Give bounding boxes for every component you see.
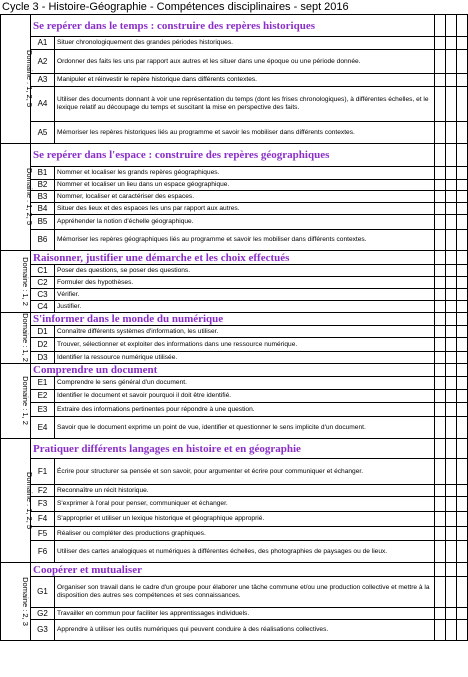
check-cell[interactable] [435,563,446,577]
check-cell[interactable] [457,577,468,608]
competence-row [1,577,468,608]
section-title-row [1,364,468,377]
competence-code: D2 [31,338,55,352]
competence-code: B4 [31,203,55,215]
check-cell[interactable] [457,541,468,563]
check-cell[interactable] [435,417,446,439]
domain-text: Domaine : 1, 2, 5 [25,168,35,226]
check-cell[interactable] [457,313,468,326]
competence-text: Appréhender la notion d'échelle géographique. [55,215,435,230]
domain-text: Domaine : 1, 2 [20,376,30,426]
check-cell[interactable] [435,459,446,485]
check-cell[interactable] [446,277,457,289]
check-cell[interactable] [435,313,446,326]
check-cell[interactable] [446,122,457,144]
check-cell[interactable] [457,377,468,390]
check-cell[interactable] [457,352,468,364]
section-title-row [1,313,468,326]
domain-label [1,313,31,364]
check-cell[interactable] [435,122,446,144]
check-cell[interactable] [446,403,457,417]
check-cell[interactable] [457,301,468,313]
competence-text: Formuler des hypothèses. [55,277,435,289]
check-cell[interactable] [446,497,457,512]
section-title-row [1,563,468,577]
check-cell[interactable] [435,251,446,265]
check-cell[interactable] [435,203,446,215]
competence-code: B3 [31,191,55,203]
domain-label [1,364,31,439]
check-cell[interactable] [457,497,468,512]
page-title: Cycle 3 - Histoire-Géographie - Compétences disciplinaires - sept 2016 [2,1,349,13]
check-cell[interactable] [446,180,457,191]
competence-row [1,289,468,301]
check-cell[interactable] [457,608,468,620]
check-cell[interactable] [446,377,457,390]
domain-text: Domaine : 1, 2, 5 [25,471,35,529]
competence-text: Mémoriser les repères historiques liés au programme et savoir les mobiliser dans différents contextes. [55,122,435,144]
competence-row [1,497,468,512]
section-title: Se repérer dans le temps : construire des repères historiques [31,15,435,37]
section-title-row [1,439,468,459]
competence-code: E2 [31,390,55,403]
competence-text: Manipuler et réinvestir le repère historique dans différents contextes. [55,74,435,87]
check-cell[interactable] [435,364,446,377]
check-cell[interactable] [457,277,468,289]
competence-row [1,180,468,191]
section-title: Coopérer et mutualiser [31,563,435,577]
check-cell[interactable] [457,167,468,180]
competence-code: G1 [31,577,55,608]
check-cell[interactable] [457,203,468,215]
check-cell[interactable] [435,512,446,527]
competence-code: B1 [31,167,55,180]
check-cell[interactable] [446,289,457,301]
competence-row [1,608,468,620]
competence-row [1,541,468,563]
competence-text: Organiser son travail dans le cadre d'un groupe pour élaborer une tâche commune et/ou une production collective et mettre à la disposition des autres ses compétences et ses connaissances. [55,577,435,608]
competence-text: Trouver, sélectionner et exploiter des informations dans une ressource numérique. [55,338,435,352]
check-cell[interactable] [446,364,457,377]
competence-code: E3 [31,403,55,417]
check-cell[interactable] [457,563,468,577]
check-cell[interactable] [435,497,446,512]
section-title-row [1,251,468,265]
competence-code: F5 [31,527,55,541]
competence-code: B6 [31,230,55,251]
competence-row [1,191,468,203]
check-cell[interactable] [457,265,468,277]
competence-text: Situer des lieux et des espaces les uns par rapport aux autres. [55,203,435,215]
competence-code: A2 [31,50,55,74]
check-cell[interactable] [457,403,468,417]
competence-code: F2 [31,485,55,497]
competence-row [1,417,468,439]
competence-row [1,390,468,403]
domain-label [1,439,35,563]
check-cell[interactable] [435,277,446,289]
check-cell[interactable] [446,563,457,577]
competence-code: A1 [31,37,55,50]
check-cell[interactable] [435,541,446,563]
domain-text: Domaine : 1, 2 [20,313,30,363]
domain-label [1,251,31,313]
check-cell[interactable] [435,74,446,87]
check-cell[interactable] [457,527,468,541]
check-cell[interactable] [457,230,468,251]
check-cell[interactable] [457,191,468,203]
competence-code: G2 [31,608,55,620]
competence-text: Apprendre à utiliser les outils numériques qui peuvent conduire à des réalisations collectives. [55,620,435,641]
competence-text: Réaliser ou compléter des productions graphiques. [55,527,435,541]
section-title: S'informer dans le monde du numérique [31,313,435,326]
competence-text: S'approprier et utiliser un lexique historique et géographique approprié. [55,512,435,527]
check-cell[interactable] [457,74,468,87]
check-cell[interactable] [457,390,468,403]
competence-row [1,301,468,313]
competence-row [1,485,468,497]
check-cell[interactable] [446,251,457,265]
competence-text: Poser des questions, se poser des questions. [55,265,435,277]
check-cell[interactable] [457,417,468,439]
competence-row [1,122,468,144]
section-title-row [1,15,468,37]
check-cell[interactable] [446,459,457,485]
competence-row [1,37,468,50]
competence-row [1,230,468,251]
check-cell[interactable] [435,326,446,338]
competence-row [1,352,468,364]
check-cell[interactable] [435,50,446,74]
competence-code: F6 [31,541,55,563]
competence-row [1,338,468,352]
check-cell[interactable] [457,512,468,527]
check-cell[interactable] [435,144,446,167]
check-cell[interactable] [457,15,468,37]
check-cell[interactable] [446,37,457,50]
check-cell[interactable] [446,620,457,641]
check-cell[interactable] [435,180,446,191]
check-cell[interactable] [435,403,446,417]
competence-text: Identifier le document et savoir pourquoi il doit être identifié. [55,390,435,403]
competence-row [1,326,468,338]
check-cell[interactable] [435,338,446,352]
check-cell[interactable] [457,215,468,230]
competence-code: C4 [31,301,55,313]
check-cell[interactable] [435,439,446,459]
competence-row [1,512,468,527]
check-cell[interactable] [446,230,457,251]
check-cell[interactable] [457,144,468,167]
check-cell[interactable] [435,289,446,301]
check-cell[interactable] [435,377,446,390]
check-cell[interactable] [446,527,457,541]
check-cell[interactable] [457,37,468,50]
check-cell[interactable] [446,301,457,313]
check-cell[interactable] [457,87,468,122]
competence-row [1,215,468,230]
check-cell[interactable] [457,364,468,377]
check-cell[interactable] [446,417,457,439]
competence-code: A3 [31,74,55,87]
check-cell[interactable] [446,144,457,167]
competence-row [1,277,468,289]
check-cell[interactable] [457,439,468,459]
competence-text: Utiliser des cartes analogiques et numériques à différentes échelles, des photographies de paysages ou de lieux. [55,541,435,563]
competence-code: E4 [31,417,55,439]
check-cell[interactable] [435,37,446,50]
section-title: Pratiquer différents langages en histoire et en géographie [31,439,435,459]
competence-code: C2 [31,277,55,289]
competence-code: E1 [31,377,55,390]
competence-row [1,527,468,541]
competence-text: Travailler en commun pour faciliter les apprentissages individuels. [55,608,435,620]
competence-code: A5 [31,122,55,144]
competence-text: Extraire des informations pertinentes pour répondre à une question. [55,403,435,417]
section-title: Comprendre un document [31,364,435,377]
check-cell[interactable] [446,203,457,215]
check-cell[interactable] [446,50,457,74]
competence-row [1,203,468,215]
check-cell[interactable] [446,313,457,326]
domain-label [1,144,35,251]
competence-text: Mémoriser les repères géographiques liés au programme et savoir les mobiliser dans différents contextes. [55,230,435,251]
check-cell[interactable] [446,541,457,563]
check-cell[interactable] [446,74,457,87]
competence-text: Nommer et localiser un lieu dans un espace géographique. [55,180,435,191]
competence-text: Situer chronologiquement des grandes périodes historiques. [55,37,435,50]
competence-row [1,74,468,87]
check-cell[interactable] [435,265,446,277]
competence-code: D3 [31,352,55,364]
competence-row [1,620,468,641]
competence-row [1,265,468,277]
check-cell[interactable] [446,265,457,277]
check-cell[interactable] [446,352,457,364]
check-cell[interactable] [435,301,446,313]
check-cell[interactable] [435,620,446,641]
competence-code: C1 [31,265,55,277]
section-title: Se repérer dans l'espace : construire des repères géographiques [31,144,435,167]
check-cell[interactable] [446,167,457,180]
competence-code: C3 [31,289,55,301]
check-cell[interactable] [457,180,468,191]
competence-code: B2 [31,180,55,191]
check-cell[interactable] [446,485,457,497]
check-cell[interactable] [435,352,446,364]
check-cell[interactable] [457,459,468,485]
competence-text: Vérifier. [55,289,435,301]
check-cell[interactable] [457,50,468,74]
competence-text: Ordonner des faits les uns par rapport aux autres et les situer dans une époque ou une période donnée. [55,50,435,74]
competence-code: B5 [31,215,55,230]
competence-row [1,50,468,74]
competence-code: D1 [31,326,55,338]
check-cell[interactable] [435,191,446,203]
check-cell[interactable] [446,15,457,37]
check-cell[interactable] [435,15,446,37]
competence-text: Comprendre le sens général d'un document. [55,377,435,390]
check-cell[interactable] [435,485,446,497]
check-cell[interactable] [457,338,468,352]
competence-text: Nommer, localiser et caractériser des espaces. [55,191,435,203]
competence-code: F3 [31,497,55,512]
check-cell[interactable] [457,620,468,641]
check-cell[interactable] [457,485,468,497]
check-cell[interactable] [446,326,457,338]
check-cell[interactable] [446,439,457,459]
domain-text: Domaine : 2, 3 [20,576,30,626]
check-cell[interactable] [435,167,446,180]
competence-code: G3 [31,620,55,641]
competence-text: Nommer et localiser les grands repères géographiques. [55,167,435,180]
competence-text: Écrire pour structurer sa pensée et son savoir, pour argumenter et écrire pour communiquer et échanger. [55,459,435,485]
check-cell[interactable] [446,215,457,230]
competence-row [1,167,468,180]
check-cell[interactable] [457,289,468,301]
check-cell[interactable] [446,390,457,403]
competence-text: Connaître différents systèmes d'information, les utiliser. [55,326,435,338]
section-title-row [1,144,468,167]
competences-table [0,14,468,641]
domain-text: Domaine : 1, 2 [20,256,30,306]
section-title: Raisonner, justifier une démarche et les choix effectués [31,251,435,265]
check-cell[interactable] [457,251,468,265]
check-cell[interactable] [435,527,446,541]
check-cell[interactable] [457,122,468,144]
competence-row [1,459,468,485]
competence-row [1,403,468,417]
check-cell[interactable] [446,87,457,122]
check-cell[interactable] [446,608,457,620]
check-cell[interactable] [435,390,446,403]
check-cell[interactable] [435,87,446,122]
competence-text: Utiliser des documents donnant à voir une représentation du temps (dont les frises chronologiques), à différentes échelles, et le lexique relatif au découpage du temps et suscitant la mise en perspective des faits. [55,87,435,122]
check-cell[interactable] [435,577,446,608]
competence-code: A4 [31,87,55,122]
competence-text: Reconnaître un récit historique. [55,485,435,497]
domain-label [1,563,31,641]
competence-code: F4 [31,512,55,527]
competence-code: F1 [31,459,55,485]
domain-label [1,15,35,144]
domain-text: Domaine : 1, 2, 5 [25,50,35,108]
check-cell[interactable] [446,577,457,608]
check-cell[interactable] [435,230,446,251]
check-cell[interactable] [446,512,457,527]
check-cell[interactable] [435,215,446,230]
competence-text: Identifier la ressource numérique utilisée. [55,352,435,364]
check-cell[interactable] [446,191,457,203]
competence-text: S'exprimer à l'oral pour penser, communiquer et échanger. [55,497,435,512]
competence-text: Savoir que le document exprime un point de vue, identifier et questionner le sens implicite d'un document. [55,417,435,439]
competence-row [1,377,468,390]
check-cell[interactable] [446,338,457,352]
competence-text: Justifier. [55,301,435,313]
check-cell[interactable] [457,326,468,338]
competence-row [1,87,468,122]
check-cell[interactable] [435,608,446,620]
